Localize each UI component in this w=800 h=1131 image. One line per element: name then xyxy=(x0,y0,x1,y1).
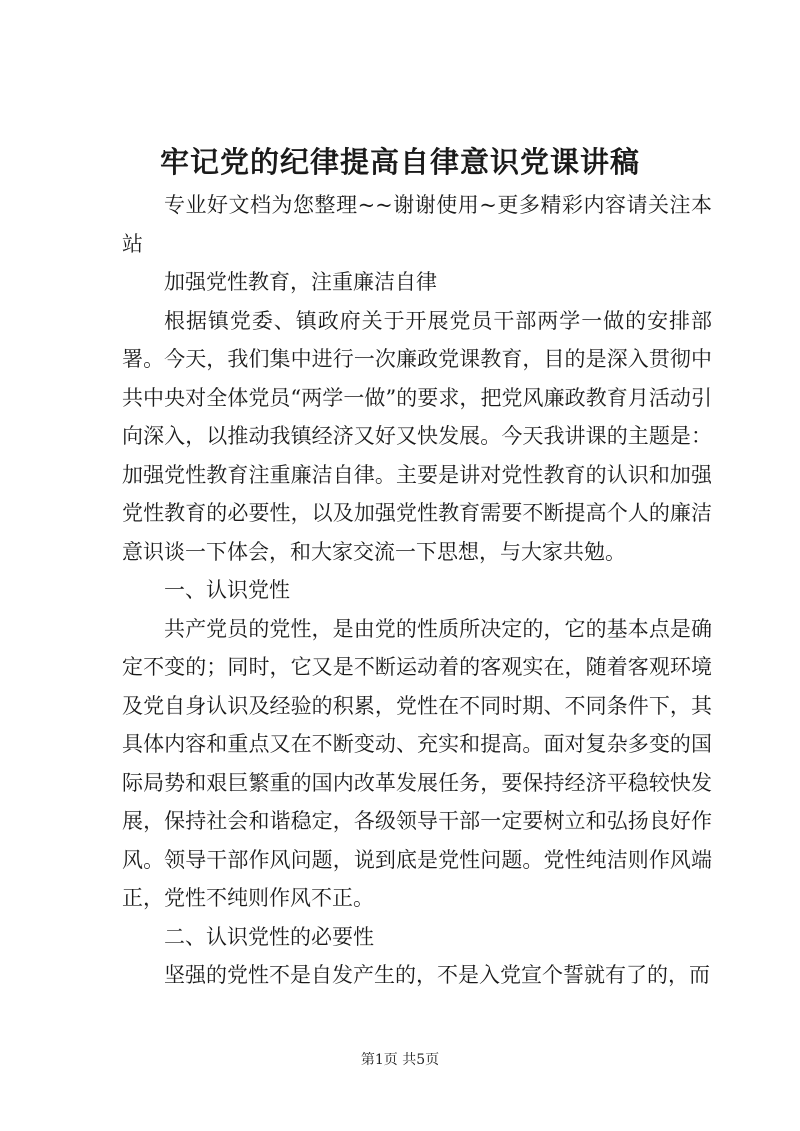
document-body xyxy=(122,186,712,995)
section-2-paragraph: 坚强的党性不是自发产生的，不是入党宣个誓就有了的，而 xyxy=(164,963,710,987)
subtitle-paragraph: 加强党性教育，注重廉洁自律 xyxy=(164,270,437,294)
intro-paragraph: 根据镇党委、镇政府关于开展党员干部两学一做的安排部署。今天，我们集中进行一次廉政党课教育，目的是深入贯彻中共中央对全体党员“两学一做”的要求，把党风廉政教育月活动引向深入，以推动我镇经济又好又快发展。今天我讲课的主题是：加强党性教育注重廉洁自律。主要是讲对党性教育的认识和加强党性教育的必要性，以及加强党性教育需要不断提高个人的廉洁意识谈一下体会，和大家交流一下思想，与大家共勉。 xyxy=(122,308,712,564)
section-heading-1: 一、认识党性 xyxy=(164,578,290,602)
document-title: 牢记党的纪律提高自律意识党课讲稿 xyxy=(159,145,640,179)
page-footer: 第1页 共5页 xyxy=(360,1052,440,1068)
section-heading-2: 二、认识党性的必要性 xyxy=(164,924,374,949)
section-1-paragraph: 共产党员的党性，是由党的性质所决定的，它的基本点是确定不变的；同时，它又是不断运动着的客观实在，随着客观环境及党自身认识及经验的积累，党性在不同时期、不同条件下，其具体内容和重点又在不断变动、充实和提高。面对复杂多变的国际局势和艰巨繁重的国内改革发展任务，要保持经济平稳较快发展，保持社会和谐稳定，各级领导干部一定要树立和弘扬良好作风。领导干部作风问题，说到底是党性问题。党性纯洁则作风端正，党性不纯则作风不正。 xyxy=(122,616,712,910)
header-note: 专业好文档为您整理~~谢谢使用~更多精彩内容请关注本站 xyxy=(122,193,712,256)
